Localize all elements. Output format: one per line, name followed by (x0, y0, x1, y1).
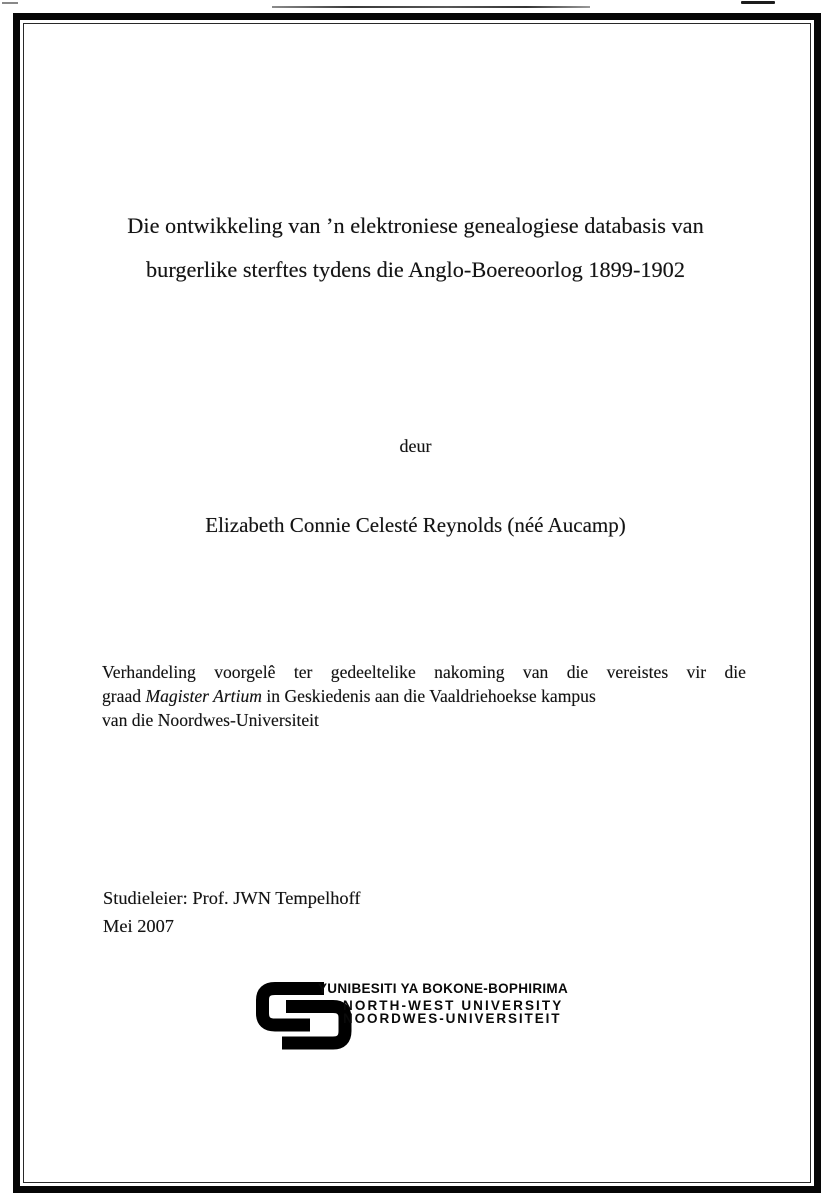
submission-line-3: van die Noordwes-Universiteit (102, 710, 319, 731)
thesis-title-line-1: Die ontwikkeling van ’n elektroniese genealogiese databasis van (127, 213, 704, 238)
submission-line-2-pre: graad (102, 686, 146, 707)
scan-artifact-top-left (2, 2, 18, 4)
byline-label: deur (399, 436, 432, 456)
submission-line-1: Verhandeling voorgelê ter gedeeltelike nakoming van die vereistes vir die (102, 662, 746, 682)
author-name: Elizabeth Connie Celesté Reynolds (néé Aucamp) (205, 513, 626, 537)
thesis-title-line-2: burgerlike sterftes tydens die Anglo-Boereoorlog 1899-1902 (146, 257, 685, 282)
supervisor-line: Studieleier: Prof. JWN Tempelhoff (103, 888, 361, 908)
submission-line-2-post: in Geskiedenis aan die Vaaldriehoekse kampus (261, 686, 596, 707)
nwu-logo-line-setswana: YUNIBESITI YA BOKONE-BOPHIRIMA (318, 981, 569, 996)
supervisor-date-block (103, 885, 361, 940)
nwu-logo-line-english: NORTH-WEST UNIVERSITY (343, 997, 564, 1013)
nwu-logo (254, 978, 584, 1052)
submission-line-2 (102, 684, 746, 708)
date-line: Mei 2007 (103, 915, 175, 936)
submission-statement (102, 660, 746, 733)
scan-artifact-top-right (741, 1, 775, 4)
nwu-logo-line-afrikaans: NOORDWES-UNIVERSITEIT (343, 1011, 562, 1026)
thesis-title (48, 204, 783, 292)
scan-artifact-top-line (272, 6, 590, 8)
degree-name-italic: Magister Artium (145, 686, 262, 707)
